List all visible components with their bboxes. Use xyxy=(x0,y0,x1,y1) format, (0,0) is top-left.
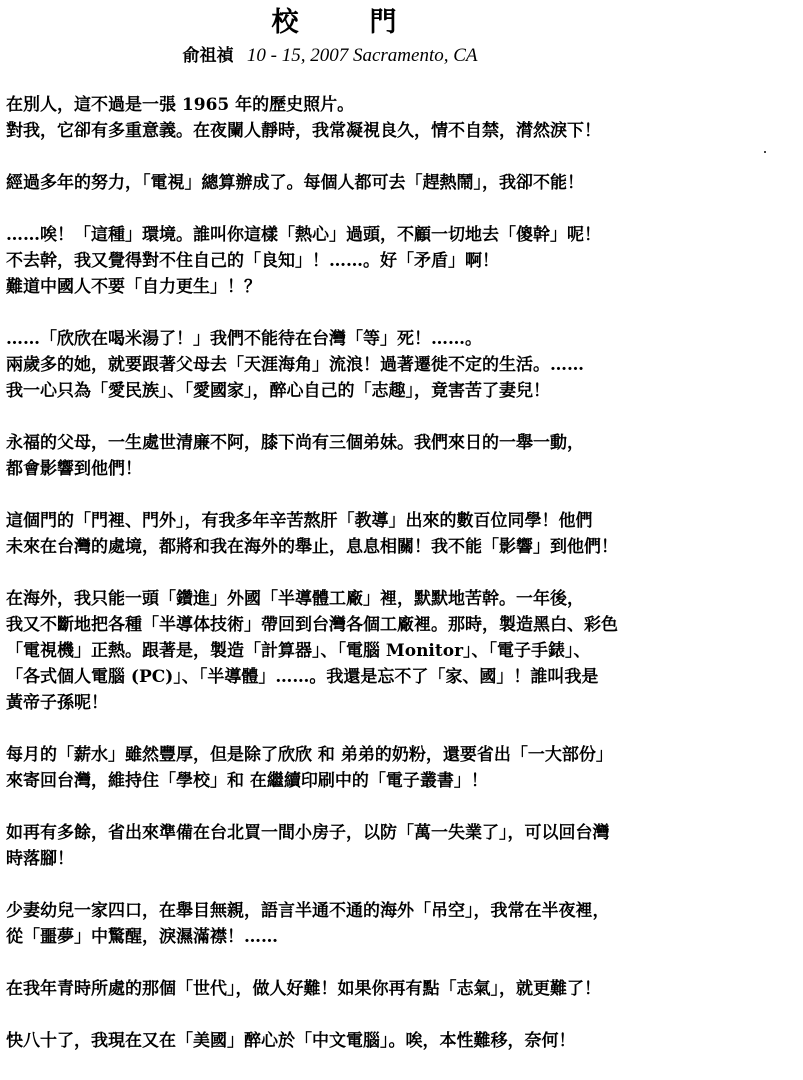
paragraph-line: 快八十了，我現在又在「美國」醉心於「中文電腦」。唉，本性難移，奈何！ xyxy=(6,1031,576,1051)
paragraph-line: 兩歲多的她，就要跟著父母去「天涯海角」流浪！過著遷徙不定的生活。…… xyxy=(6,355,584,375)
paragraph xyxy=(6,170,776,196)
paragraph xyxy=(6,742,776,794)
paragraph xyxy=(6,976,776,1002)
paragraph-line: 在我年青時所處的那個「世代」，做人好難！如果你再有點「志氣」，就更難了！ xyxy=(6,979,601,999)
paragraph-line: 在別人，這不過是一張 1965 年的歷史照片。 xyxy=(6,95,355,115)
paragraph xyxy=(6,1028,776,1054)
paragraph xyxy=(6,898,776,950)
paragraph-line: 對我，它卻有多重意義。在夜闌人靜時，我常凝視良久，情不自禁，潸然淚下！ xyxy=(6,121,601,141)
scan-speck xyxy=(764,151,766,153)
paragraph xyxy=(6,820,776,872)
author-name: 俞祖禎 xyxy=(182,46,234,66)
paragraph-line: 時落腳！ xyxy=(6,849,74,869)
paragraph-line: 這個門的「門裡、門外」，有我多年辛苦熬肝「教導」出來的數百位同學！他們 xyxy=(6,511,593,531)
paragraph-line: 都會影響到他們！ xyxy=(6,459,142,479)
paragraph xyxy=(6,326,776,404)
page-title: 校 門 xyxy=(271,7,419,38)
paragraph-line: ……「欣欣在喝米湯了！」我們不能待在台灣「等」死！……。 xyxy=(6,329,482,349)
essay-body xyxy=(6,92,776,1080)
paragraph-line: 如再有多餘，省出來準備在台北買一間小房子，以防「萬一失業了」，可以回台灣 xyxy=(6,823,610,843)
paragraph-line: 未來在台灣的處境，都將和我在海外的舉止，息息相關！我不能「影響」到他們！ xyxy=(6,537,618,557)
paragraph xyxy=(6,92,776,144)
paragraph-line: 不去幹，我又覺得對不住自己的「良知」！……。好「矛盾」啊！ xyxy=(6,251,499,271)
paragraph-line: 永福的父母，一生處世清廉不阿，膝下尚有三個弟妹。我們來日的一舉一動， xyxy=(6,433,584,453)
paragraph-line: 難道中國人不要「自力更生」！？ xyxy=(6,277,261,297)
paragraph-line: 經過多年的努力，「電視」總算辦成了。每個人都可去「趕熱鬧」，我卻不能！ xyxy=(6,173,584,193)
paragraph-line: ……唉！「這種」環境。誰叫你這樣「熱心」過頭，不顧一切地去「傻幹」呢！ xyxy=(6,225,601,245)
date-place: 10 - 15, 2007 Sacramento, CA xyxy=(246,45,478,66)
paragraph-line: 我一心只為「愛民族」、「愛國家」，醉心自己的「志趣」，竟害苦了妻兒！ xyxy=(6,381,550,401)
paragraph-line: 在海外，我只能一頭「鑽進」外國「半導體工廠」裡，默默地苦幹。一年後， xyxy=(6,589,584,609)
paragraph xyxy=(6,430,776,482)
paragraph-line: 「電視機」正熱。跟著是，製造「計算器」、「電腦 Monitor」、「電子手錶」、 xyxy=(6,641,591,661)
paragraph xyxy=(6,222,776,300)
paragraph-line: 我又不斷地把各種「半導体技術」帶回到台灣各個工廠裡。那時，製造黑白、彩色 xyxy=(6,615,618,635)
paragraph-line: 從「噩夢」中驚醒，淚濕滿襟！…… xyxy=(6,927,278,947)
byline xyxy=(0,44,660,68)
paragraph-line: 「各式個人電腦 (PC)」、「半導體」……。我還是忘不了「家、國」！誰叫我是 xyxy=(6,667,599,687)
paragraph xyxy=(6,586,776,716)
paragraph-line: 黃帝子孫呢！ xyxy=(6,693,108,713)
paragraph-line: 少妻幼兒一家四口，在舉目無親，語言半通不通的海外「吊空」，我常在半夜裡， xyxy=(6,901,610,921)
paragraph xyxy=(6,508,776,560)
paragraph-line: 每月的「薪水」雖然豐厚，但是除了欣欣 和 弟弟的奶粉，還要省出「一大部份」 xyxy=(6,745,613,765)
paragraph-line: 來寄回台灣，維持住「學校」和 在繼續印刷中的「電子叢書」！ xyxy=(6,771,488,791)
